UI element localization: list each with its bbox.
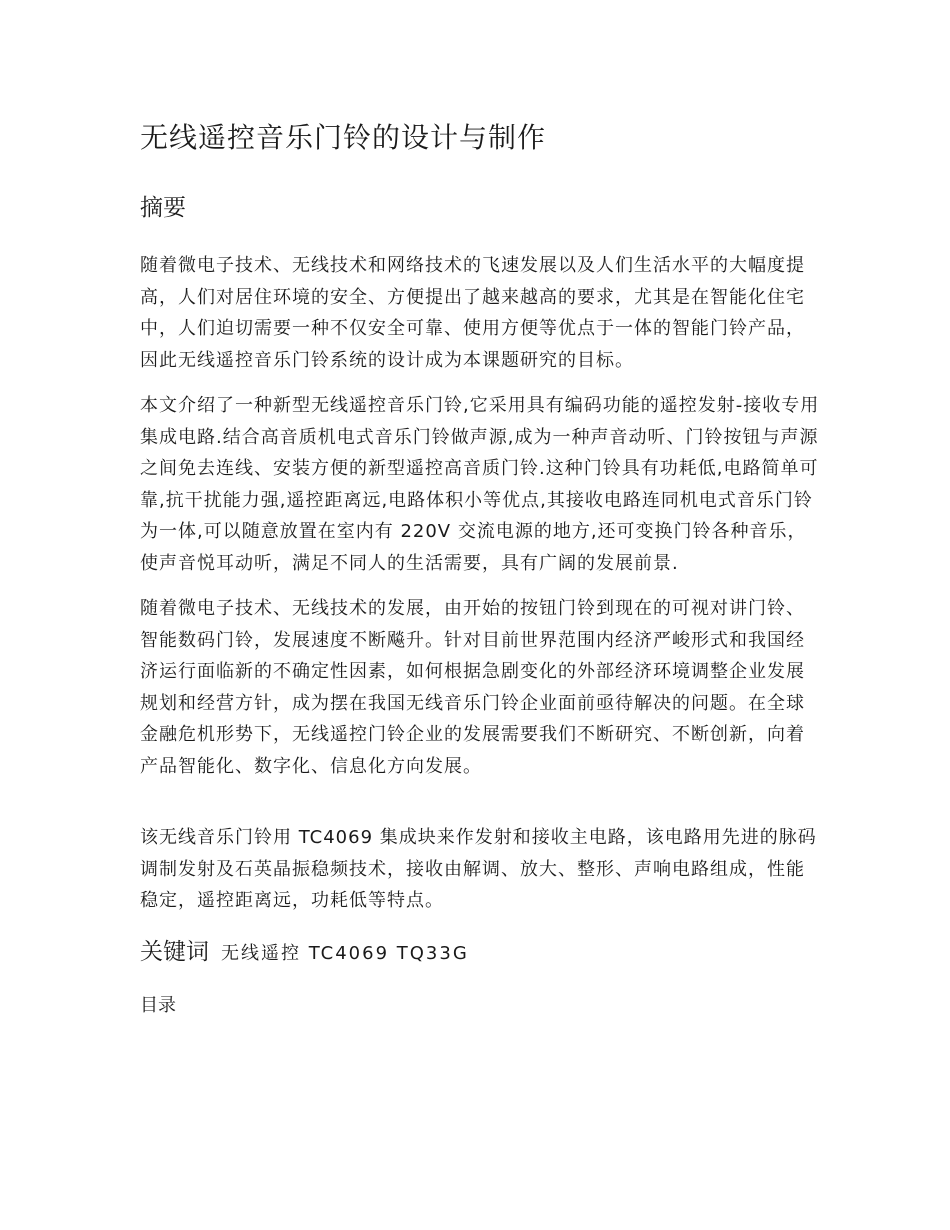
keywords-label: 关键词 <box>140 938 209 965</box>
abstract-paragraph-2: 本文介绍了一种新型无线遥控音乐门铃,它采用具有编码功能的遥控发射-接收专用集成电路.结合高音质机电式音乐门铃做声源,成为一种声音动听、门铃按钮与声源之间免去连线、安装方便的新型遥控高音质门铃.这种门铃具有功耗低,电路简单可靠,抗干扰能力强,遥控距离远,电路体积小等优点,其接收电路连同机电式音乐门铃为一体,可以随意放置在室内有 220V 交流电源的地方,还可变换门铃各种音乐，使声音悦耳动听，满足不同人的生活需要，具有广阔的发展前景. <box>140 395 820 574</box>
abstract-heading: 摘要 <box>140 195 186 221</box>
keywords-value: 无线遥控 TC4069 TQ33G <box>221 942 469 964</box>
document-title: 无线遥控音乐门铃的设计与制作 <box>140 121 547 154</box>
abstract-paragraph-4: 该无线音乐门铃用 TC4069 集成块来作发射和接收主电路，该电路用先进的脉码调制发射及石英晶振稳频技术，接收由解调、放大、整形、声响电路组成，性能稳定，遥控距离远，功耗低等特点。 <box>140 827 817 911</box>
abstract-paragraph-1: 随着微电子技术、无线技术和网络技术的飞速发展以及人们生活水平的大幅度提高，人们对居住环境的安全、方便提出了越来越高的要求，尤其是在智能化住宅中，人们迫切需要一种不仅安全可靠、使用方便等优点于一体的智能门铃产品，因此无线遥控音乐门铃系统的设计成为本课题研究的目标。 <box>140 255 805 371</box>
abstract-paragraph-3: 随着微电子技术、无线技术的发展，由开始的按钮门铃到现在的可视对讲门铃、智能数码门铃，发展速度不断飚升。针对目前世界范围内经济严峻形式和我国经济运行面临新的不确定性因素，如何根据急剧变化的外部经济环境调整企业发展规划和经营方针，成为摆在我国无线音乐门铃企业面前亟待解决的问题。在全球金融危机形势下，无线遥控门铃企业的发展需要我们不断研究、不断创新，向着产品智能化、数字化、信息化方向发展。 <box>140 598 805 777</box>
table-of-contents-heading: 目录 <box>140 994 176 1016</box>
keywords-row <box>140 935 830 971</box>
